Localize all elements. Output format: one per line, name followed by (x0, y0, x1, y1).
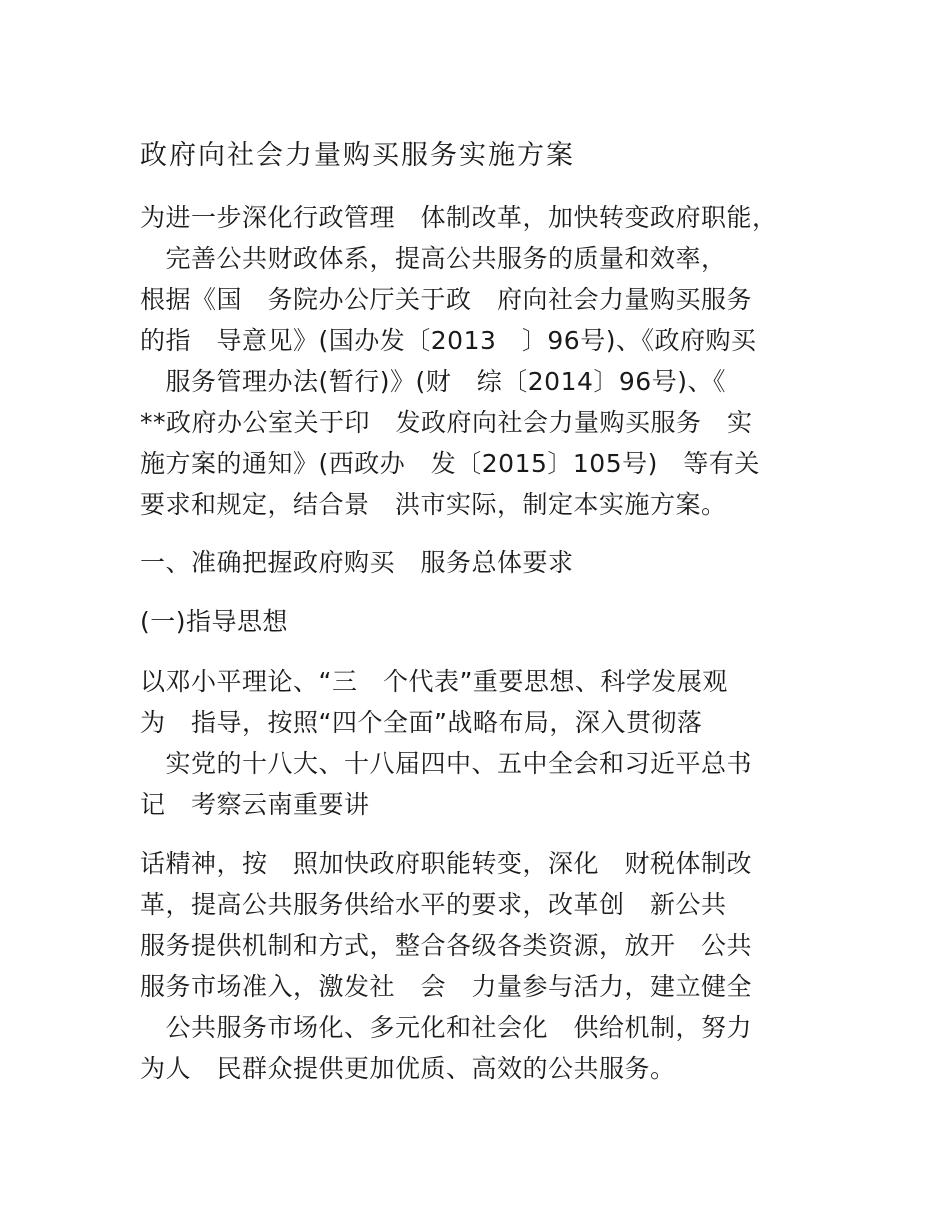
paragraph-line: 为进一步深化行政管理 体制改革，加快转变政府职能， (140, 203, 778, 232)
paragraph-line: 实党的十八大、十八届四中、五中全会和习近平总书 (140, 749, 753, 778)
paragraph-line: 要求和规定，结合景 洪市实际，制定本实施方案。 (140, 490, 727, 519)
paragraph-line: 以邓小平理论、“三 个代表”重要思想、科学发展观 (140, 667, 728, 696)
document-title: 政府向社会力量购买服务实施方案 (140, 140, 575, 171)
paragraph-line: 服务市场准入，激发社 会 力量参与活力，建立健全 (140, 972, 753, 1001)
paragraph-line: 为 指导，按照“四个全面”战略布局，深入贯彻落 (140, 708, 703, 737)
paragraph-line: 话精神，按 照加快政府职能转变，深化 财税体制改 (140, 849, 753, 878)
paragraph-line: 为人 民群众提供更加优质、高效的公共服务。 (140, 1054, 676, 1083)
paragraph-line: 服务提供机制和方式，整合各级各类资源，放开 公共 (140, 931, 753, 960)
paragraph-line: 根据《国 务院办公厅关于政 府向社会力量购买服务 (140, 285, 753, 314)
paragraph-line: 完善公共财政体系，提高公共服务的质量和效率， (140, 244, 727, 273)
paragraph-line: **政府办公室关于印 发政府向社会力量购买服务 实 (140, 408, 753, 437)
paragraph-line: 公共服务市场化、多元化和社会化 供给机制，努力 (140, 1013, 753, 1042)
paragraph-line: 施方案的通知》(西政办 发〔2015〕105号) 等有关 (140, 449, 760, 478)
paragraph-line: 记 考察云南重要讲 (140, 790, 370, 819)
paragraph-line: 服务管理办法(暂行)》(财 综〔2014〕96号)、《 (140, 367, 726, 396)
paragraph-line: 革，提高公共服务供给水平的要求，改革创 新公共 (140, 890, 727, 919)
paragraph-line: 的指 导意见》(国办发〔2013 〕96号)、《政府购买 (140, 326, 757, 355)
subsection-heading: (一)指导思想 (140, 607, 289, 636)
section-heading: 一、准确把握政府购买 服务总体要求 (140, 548, 574, 577)
